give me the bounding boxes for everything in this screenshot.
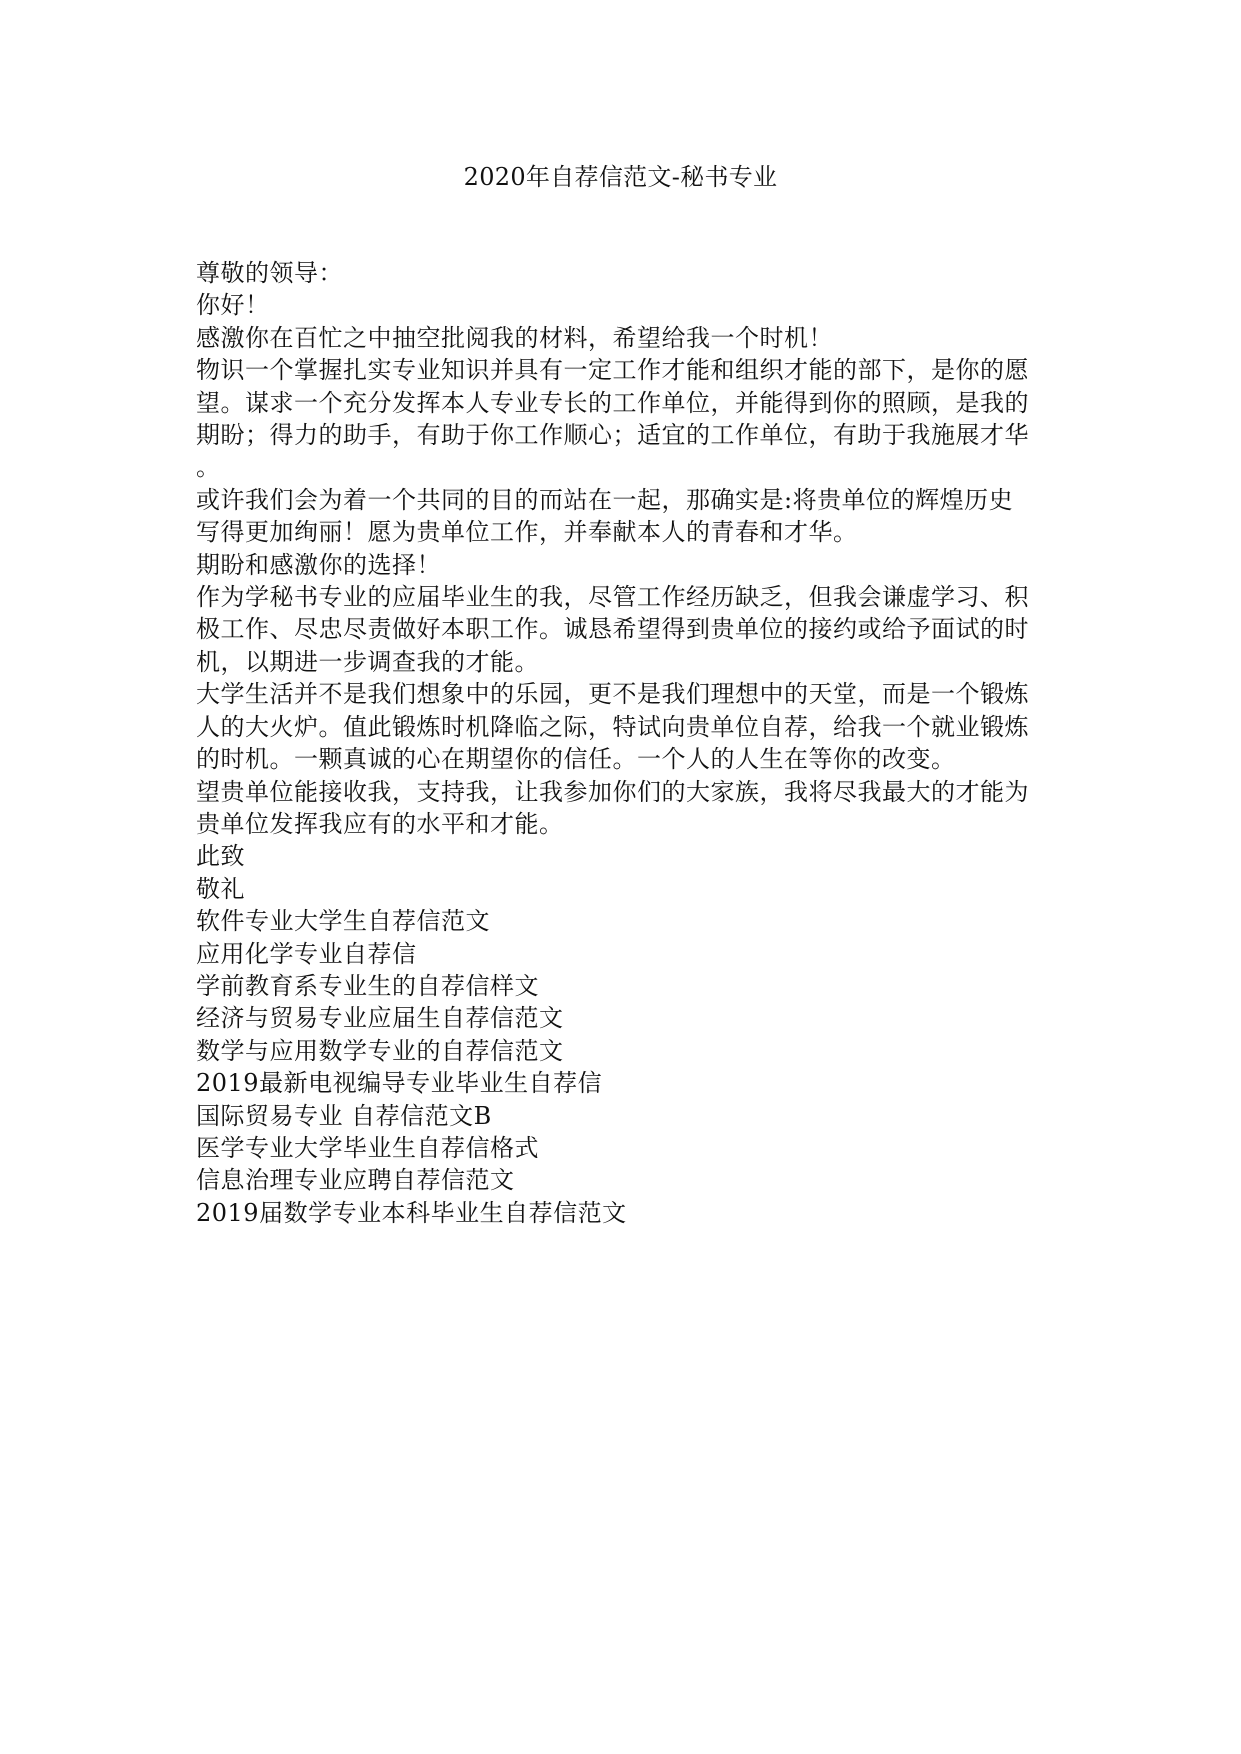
related-article-link: 2019届数学专业本科毕业生自荐信范文 bbox=[196, 1198, 627, 1227]
related-article-link: 应用化学专业自荐信 bbox=[196, 939, 417, 968]
text-line: 人的大火炉。值此锻炼时机降临之际，特试向贵单位自荐，给我一个就业锻炼 bbox=[196, 712, 1029, 741]
text-line: 感激你在百忙之中抽空批阅我的材料，希望给我一个时机！ bbox=[196, 323, 833, 352]
related-article-link: 信息治理专业应聘自荐信范文 bbox=[196, 1166, 515, 1195]
text-line: 此致 bbox=[196, 842, 245, 871]
text-line: 机，以期进一步调查我的才能。 bbox=[196, 647, 539, 676]
text-line: 极工作、尽忠尽责做好本职工作。诚恳希望得到贵单位的接约或给予面试的时 bbox=[196, 615, 1029, 644]
text-line: 期盼和感激你的选择！ bbox=[196, 550, 441, 579]
text-line: 作为学秘书专业的应届毕业生的我，尽管工作经历缺乏，但我会谦虚学习、积 bbox=[196, 583, 1029, 612]
text-line: 。 bbox=[196, 453, 221, 482]
text-line: 敬礼 bbox=[196, 874, 245, 903]
related-article-link: 国际贸易专业 自荐信范文B bbox=[196, 1101, 492, 1130]
document-title: 2020年自荐信范文-秘书专业 bbox=[463, 163, 778, 191]
text-line: 或许我们会为着一个共同的目的而站在一起，那确实是:将贵单位的辉煌历史 bbox=[196, 485, 1014, 514]
related-article-link: 数学与应用数学专业的自荐信范文 bbox=[196, 1036, 564, 1065]
text-line: 物识一个掌握扎实专业知识并具有一定工作才能和组织才能的部下，是你的愿 bbox=[196, 356, 1029, 385]
related-article-link: 医学专业大学毕业生自荐信格式 bbox=[196, 1133, 539, 1162]
text-line: 望。谋求一个充分发挥本人专业专长的工作单位，并能得到你的照顾，是我的 bbox=[196, 388, 1029, 417]
related-article-link: 经济与贸易专业应届生自荐信范文 bbox=[196, 1004, 564, 1033]
text-line: 期盼；得力的助手，有助于你工作顺心；适宜的工作单位，有助于我施展才华 bbox=[196, 421, 1029, 450]
document-body bbox=[196, 257, 1056, 1229]
text-line: 尊敬的领导： bbox=[196, 259, 343, 287]
text-line: 贵单位发挥我应有的水平和才能。 bbox=[196, 809, 564, 838]
text-line: 望贵单位能接收我，支持我，让我参加你们的大家族，我将尽我最大的才能为 bbox=[196, 777, 1029, 806]
text-line: 大学生活并不是我们想象中的乐园，更不是我们理想中的天堂，而是一个锻炼 bbox=[196, 680, 1029, 709]
related-article-link: 软件专业大学生自荐信范文 bbox=[196, 907, 490, 936]
related-article-link: 学前教育系专业生的自荐信样文 bbox=[196, 971, 539, 1000]
text-line: 你好！ bbox=[196, 291, 270, 320]
related-article-link: 2019最新电视编导专业毕业生自荐信 bbox=[196, 1069, 603, 1098]
text-line: 的时机。一颗真诚的心在期望你的信任。一个人的人生在等你的改变。 bbox=[196, 745, 956, 774]
text-line: 写得更加绚丽！愿为贵单位工作，并奉献本人的青春和才华。 bbox=[196, 518, 858, 547]
